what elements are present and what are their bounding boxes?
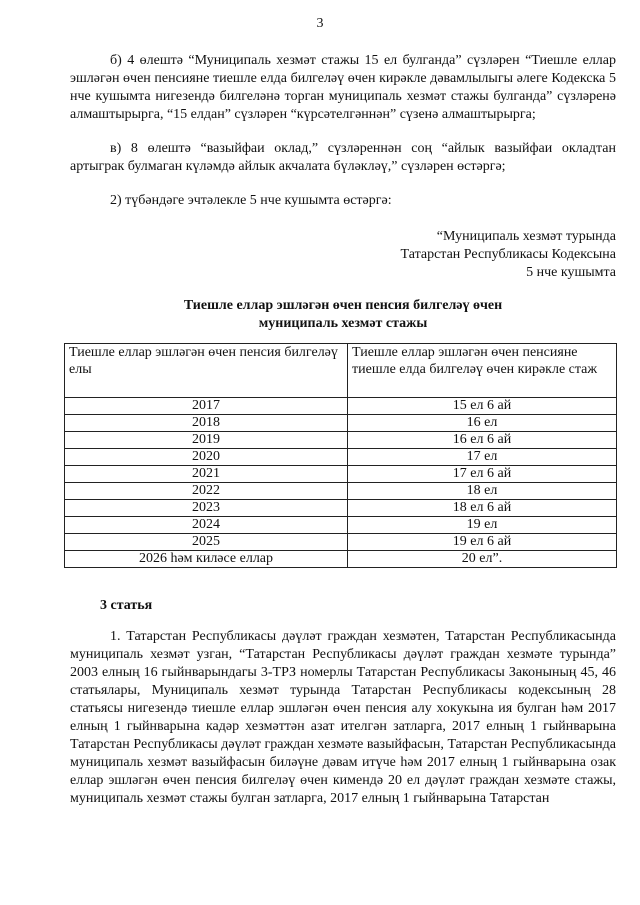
service-cell: 15 ел 6 ай — [348, 398, 617, 415]
service-cell: 20 ел”. — [348, 551, 617, 568]
article-paragraph: 1. Татарстан Республикасы дәүләт граждан хезмәтен, Татарстан Республикасында муниципаль хезмәт узган, “Татарстан Республикасы дәүләт граждан хезмәте турында” 2003 елның 16 гыйнварындагы 3-ТРЗ номерлы Татарстан Республикасы Законының 45, 46 статьялары, Муниципаль хезмәт турында Татарстан Республикасы кодексының 28 статьясы нигезендә тиешле еллар эшләгән өчен пенсия алу хокукына ия булган һәм 2017 елның 1 гыйнварына кадәр хезмәттән азат ителгән затларга, 2017 елның 1 гыйнварына Татарстан Республикасы дәүләт граждан хезмәте вазыйфасын, Татарстан Республикасында муниципаль хезмәт вазыйфасын биләүне дәвам итүче һәм 2017 елның 1 гыйнварына озак еллар эшләгән өчен пенсия билгеләү өчен кимендә 20 ел дәүләт граждан хезмәте стажы, муниципаль хезмәт стажы булган затларга, 2017 елның 1 гыйнварына Татарстан — [70, 629, 616, 806]
year-cell: 2022 — [65, 483, 348, 500]
appendix-ref-line3: 5 нче кушымта — [526, 265, 616, 280]
section-heading: 3 статья — [100, 598, 153, 613]
table-title-line1: Тиешле еллар эшләгән өчен пенсия билгеләү өчен — [183, 298, 503, 313]
service-cell: 17 ел — [348, 449, 617, 466]
year-cell: 2021 — [65, 466, 348, 483]
paragraph-v: в) 8 өлештә “вазыйфаи оклад,” сүзләреннән соң “айлык вазыйфаи окладтан артыграк булмаган күләмдә айлык акчалата бүләкләү,” сүзләрен өстәргә; — [70, 141, 616, 174]
appendix-ref-line2: Татарстан Республикасы Кодексына — [400, 247, 616, 262]
paragraph-b: б) 4 өлештә “Муниципаль хезмәт стажы 15 ел булганда” сүзләрен “Тиешле еллар эшләгән өчен пенсияне тиешле елда билгеләү өчен кирәкле дәвамлылыгы әлеге Кодекска 5 нче кушымта нигезендә билгеләнә торган муниципаль хезмәт стажы булганда” сүзләренә алмаштырырга, “15 елдан” сүзләрен “күрсәтелгәннән” сүзенә алмаштырырга; — [70, 53, 616, 122]
header-required-service: Тиешле еллар эшләгән өчен пенсияне тиешле елда билгеләү өчен кирәкле стаж — [348, 344, 617, 398]
year-cell: 2018 — [65, 415, 348, 432]
page-number: 3 — [316, 16, 324, 31]
table-row — [65, 415, 617, 432]
table-title — [70, 297, 616, 333]
year-cell: 2023 — [65, 500, 348, 517]
table-row — [65, 517, 617, 534]
table-row — [65, 432, 617, 449]
service-cell: 19 ел 6 ай — [348, 534, 617, 551]
year-cell: 2026 һәм киләсе еллар — [65, 551, 348, 568]
table-title-line2: муниципаль хезмәт стажы — [258, 316, 428, 331]
year-cell: 2020 — [65, 449, 348, 466]
table-header-row — [65, 344, 617, 398]
appendix-reference — [401, 228, 616, 282]
header-year: Тиешле еллар эшләгән өчен пенсия билгеләү елы — [65, 344, 348, 398]
service-cell: 16 ел 6 ай — [348, 432, 617, 449]
year-cell: 2024 — [65, 517, 348, 534]
table-row — [65, 483, 617, 500]
service-cell: 17 ел 6 ай — [348, 466, 617, 483]
table-row — [65, 398, 617, 415]
table-row — [65, 466, 617, 483]
service-cell: 19 ел — [348, 517, 617, 534]
table-row — [65, 500, 617, 517]
year-cell: 2025 — [65, 534, 348, 551]
table-row — [65, 534, 617, 551]
table-row — [65, 551, 617, 568]
service-cell: 16 ел — [348, 415, 617, 432]
table-row — [65, 449, 617, 466]
appendix-ref-line1: “Муниципаль хезмәт турында — [436, 229, 616, 244]
service-cell: 18 ел 6 ай — [348, 500, 617, 517]
service-cell: 18 ел — [348, 483, 617, 500]
year-cell: 2019 — [65, 432, 348, 449]
pension-service-table — [64, 343, 617, 568]
paragraph-2: 2) түбәндәге эчтәлекле 5 нче кушымта өстәргә: — [110, 193, 392, 208]
year-cell: 2017 — [65, 398, 348, 415]
